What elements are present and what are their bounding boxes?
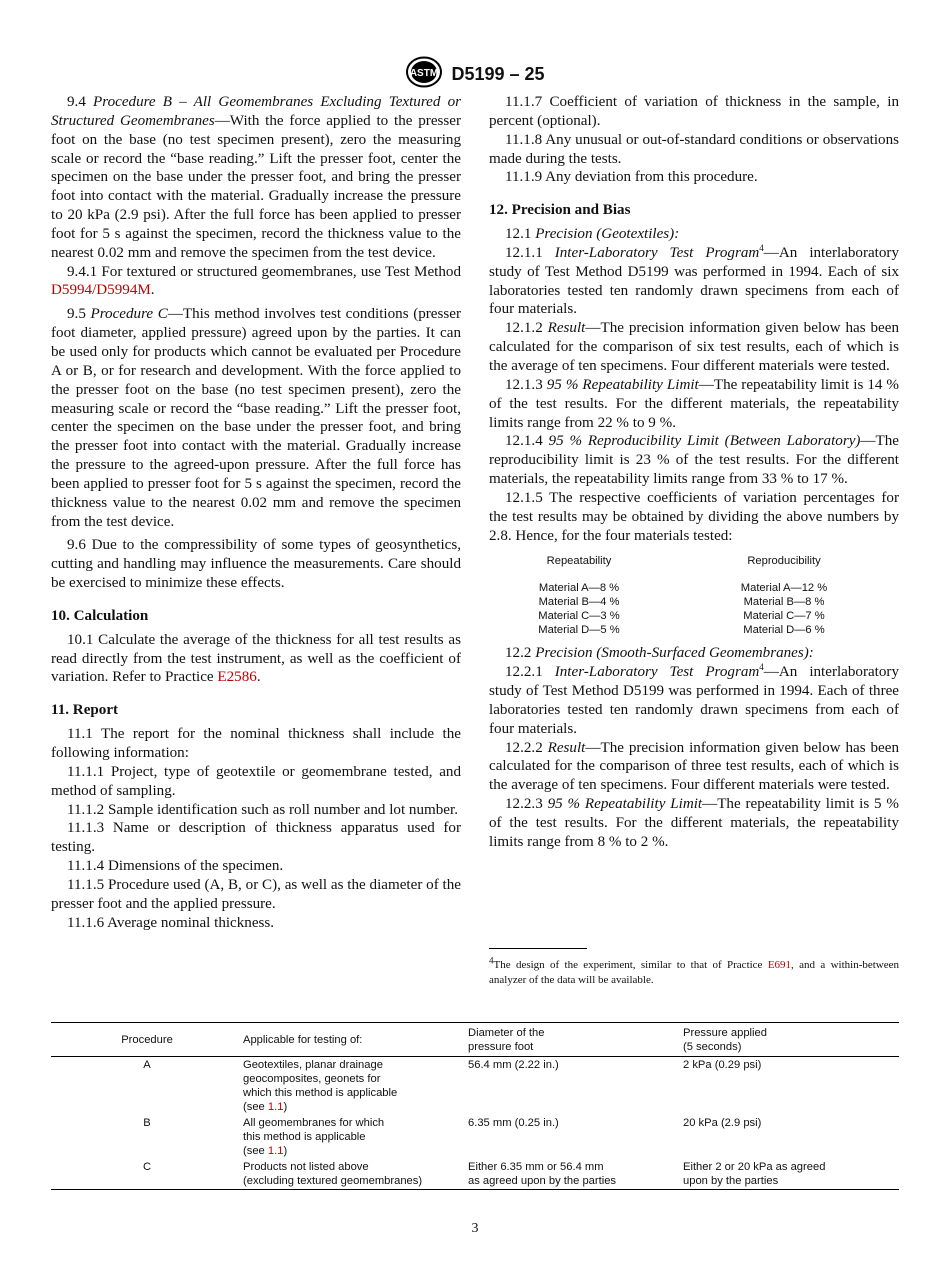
col-header-diameter: Diameter of the pressure foot bbox=[468, 1027, 545, 1053]
footnote: $^4$The design of the experiment, similar to that of Practice E691, and a within-between analyzer of the data will be available. bbox=[489, 955, 900, 986]
page-number: 3 bbox=[471, 1221, 479, 1236]
cell-diameter: Either 6.35 mm or 56.4 mm as agreed upon by the parties bbox=[468, 1161, 617, 1187]
section-12-2-2: 12.2.2 Result—The precision information given below has been calculated for the comparison of three test results, each of which is the average of ten specimens. Four different materials were tested. bbox=[489, 739, 899, 794]
section-12-1-5: 12.1.5 The respective coefficients of variation percentages for the test results may be obtained by dividing the above numbers by 2.8. Hence, for the four materials tested: bbox=[489, 489, 899, 544]
standard-designation: D5199 – 25 bbox=[451, 64, 545, 84]
repeatability-row: Material C—3 % Material C—7 % bbox=[538, 610, 825, 623]
section-12-2: 12.2 Precision (Smooth-Surfaced Geomembranes): bbox=[505, 645, 814, 662]
col-header-procedure: Procedure bbox=[121, 1034, 173, 1046]
col-header-applicable: Applicable for testing of: bbox=[243, 1034, 363, 1046]
cell-pressure: 20 kPa (2.9 psi) bbox=[683, 1117, 762, 1129]
repeatability-row: Material B—4 % Material B—8 % bbox=[538, 596, 825, 609]
table-row bbox=[51, 1057, 899, 1115]
repeatability-row: Material A—8 % Material A—12 % bbox=[538, 582, 828, 595]
ref-e691-link[interactable]: E691 bbox=[767, 959, 792, 971]
heading-precision-bias: 12. Precision and Bias bbox=[489, 202, 631, 219]
section-11-1-1: 11.1.1 Project, type of geotextile or geomembrane tested, and method of sampling. bbox=[51, 763, 461, 799]
section-12-2-1: 12.2.1 Inter-Laboratory Test Program$^4$—An interlaboratory study of Test Method D5199 was performed in 1994. Each of three laboratories tested ten randomly drawn specimens from each of four materials. bbox=[489, 662, 899, 737]
section-11-1-8: 11.1.8 Any unusual or out-of-standard conditions or observations made during the tests. bbox=[489, 131, 899, 167]
right-column bbox=[489, 93, 899, 852]
repeatability-row: Material D—5 % Material D—6 % bbox=[538, 624, 825, 637]
section-11-1-3: 11.1.3 Name or description of thickness apparatus used for testing. bbox=[51, 820, 461, 856]
cell-pressure: 2 kPa (0.29 psi) bbox=[683, 1059, 762, 1071]
section-12-2-3: 12.2.3 95 % Repeatability Limit—The repeatability limit is 5 % of the test results. For the different materials, the repeatability limits range from 8 % to 2 %. bbox=[489, 796, 899, 850]
section-11-1-2: 11.1.2 Sample identification such as roll number and lot number. bbox=[67, 801, 458, 818]
section-12-1: 12.1 Precision (Geotextiles): bbox=[505, 226, 680, 243]
svg-text:ASTM: ASTM bbox=[410, 68, 439, 79]
ref-e2586-link[interactable]: E2586 bbox=[217, 669, 257, 686]
cell-diameter: 6.35 mm (0.25 in.) bbox=[468, 1117, 559, 1129]
section-11-1-9: 11.1.9 Any deviation from this procedure. bbox=[505, 169, 758, 186]
cell-applicable: Geotextiles, planar drainage geocomposites, geonets for which this method is applicable (see 1.1) bbox=[243, 1059, 398, 1113]
section-11-1-5: 11.1.5 Procedure used (A, B, or C), as well as the diameter of the presser foot and the applied pressure. bbox=[51, 876, 461, 912]
ref-section-1-1-link[interactable]: 1.1 bbox=[267, 1101, 284, 1113]
heading-calculation: 10. Calculation bbox=[51, 607, 149, 624]
procedure-table-header bbox=[51, 1023, 899, 1057]
table-row bbox=[51, 1115, 899, 1159]
section-9-6: 9.6 Due to the compressibility of some types of geosynthetics, cutting and handling may influence the measurements. Care should be exercised to minimize these effects. bbox=[51, 537, 461, 592]
section-11-1-6: 11.1.6 Average nominal thickness. bbox=[67, 914, 275, 931]
heading-report: 11. Report bbox=[51, 702, 119, 719]
astm-logo-icon bbox=[405, 56, 443, 93]
repeatability-table-header: Repeatability Reproducibility bbox=[546, 555, 821, 568]
cell-procedure: B bbox=[143, 1117, 151, 1129]
section-12-1-4: 12.1.4 95 % Reproducibility Limit (Between Laboratory)—The reproducibility limit is 23 % of the test results. For the different materials, the repeatability limits range from 33 % to 17 %. bbox=[489, 433, 899, 488]
left-column bbox=[51, 93, 461, 932]
cell-diameter: 56.4 mm (2.22 in.) bbox=[468, 1059, 559, 1071]
section-12-1-3: 12.1.3 95 % Repeatability Limit—The repeatability limit is 14 % of the test results. For the different materials, the repeatability limits range from 22 % to 9 %. bbox=[489, 376, 899, 431]
table-row bbox=[51, 1159, 899, 1189]
cell-pressure: Either 2 or 20 kPa as agreed upon by the parties bbox=[683, 1161, 826, 1187]
section-11-1: 11.1 The report for the nominal thickness shall include the following information: bbox=[51, 726, 461, 761]
page-header bbox=[0, 56, 950, 93]
section-10-1: 10.1 Calculate the average of the thickness for all test results as read directly from the test instrument, as well as the coefficient of variation. Refer to Practice E2586. bbox=[51, 631, 461, 686]
section-9-5: 9.5 Procedure C—This method involves test conditions (presser foot diameter, applied pressure) agreed upon by the parties. It can be used only for products which cannot be evaluated per Procedure A or B, or for research and development. With the force applied to the presser foot on the base (no test specimen present), zero the measuring scale or record the “base reading.” Lift the presser foot, center the specimen on the base under the presser foot, and bring the presser foot into contact with the material. Gradually increase the pressure to the agreed-upon pressure. After the full force has been applied to presser foot for 5 s against the specimen, record the thickness value to the nearest 0.02 mm and remove the specimen from the test device. bbox=[51, 306, 461, 530]
section-9-4: 9.4 Procedure B – All Geomembranes Excluding Textured or Structured Geomembranes—With the force applied to the presser foot on the base (no test specimen present), zero the measuring scale or record the “base reading.” Lift the presser foot, center the specimen on the base under the presser foot, and bring the presser foot into contact with the material. Gradually increase the pressure to 20 kPa (2.9 psi). After the full force has been applied to presser foot for 5 s against the specimen, record the thickness value to the nearest 0.02 mm and remove the specimen from the test device. bbox=[51, 94, 461, 261]
cell-procedure: A bbox=[143, 1059, 151, 1071]
cell-applicable: All geomembranes for which this method is applicable (see 1.1) bbox=[243, 1117, 385, 1157]
cell-procedure: C bbox=[142, 1161, 152, 1173]
ref-section-1-1-link[interactable]: 1.1 bbox=[267, 1145, 284, 1157]
section-9-4-1: 9.4.1 For textured or structured geomembranes, use Test Method D5994/D5994M. bbox=[51, 263, 461, 299]
ref-d5994-link[interactable]: D5994/D5994M bbox=[51, 282, 151, 299]
section-11-1-4: 11.1.4 Dimensions of the specimen. bbox=[67, 858, 284, 875]
section-12-1-2: 12.1.2 Result—The precision information given below has been calculated for the comparison of six test results, each of which is the average of ten specimens. Four different materials were tested. bbox=[489, 320, 899, 374]
footnote-divider bbox=[489, 948, 587, 949]
section-11-1-7: 11.1.7 Coefficient of variation of thickness in the sample, in percent (optional). bbox=[489, 94, 899, 129]
repeatability-table bbox=[489, 554, 899, 637]
procedure-table bbox=[51, 1022, 899, 1190]
section-12-1-1: 12.1.1 Inter-Laboratory Test Program$^4$—An interlaboratory study of Test Method D5199 was performed in 1994. Each of six laboratories tested ten randomly drawn specimens from each of four materials. bbox=[489, 242, 899, 318]
cell-applicable: Products not listed above (excluding textured geomembranes) bbox=[243, 1161, 423, 1187]
col-header-pressure: Pressure applied (5 seconds) bbox=[683, 1027, 767, 1053]
